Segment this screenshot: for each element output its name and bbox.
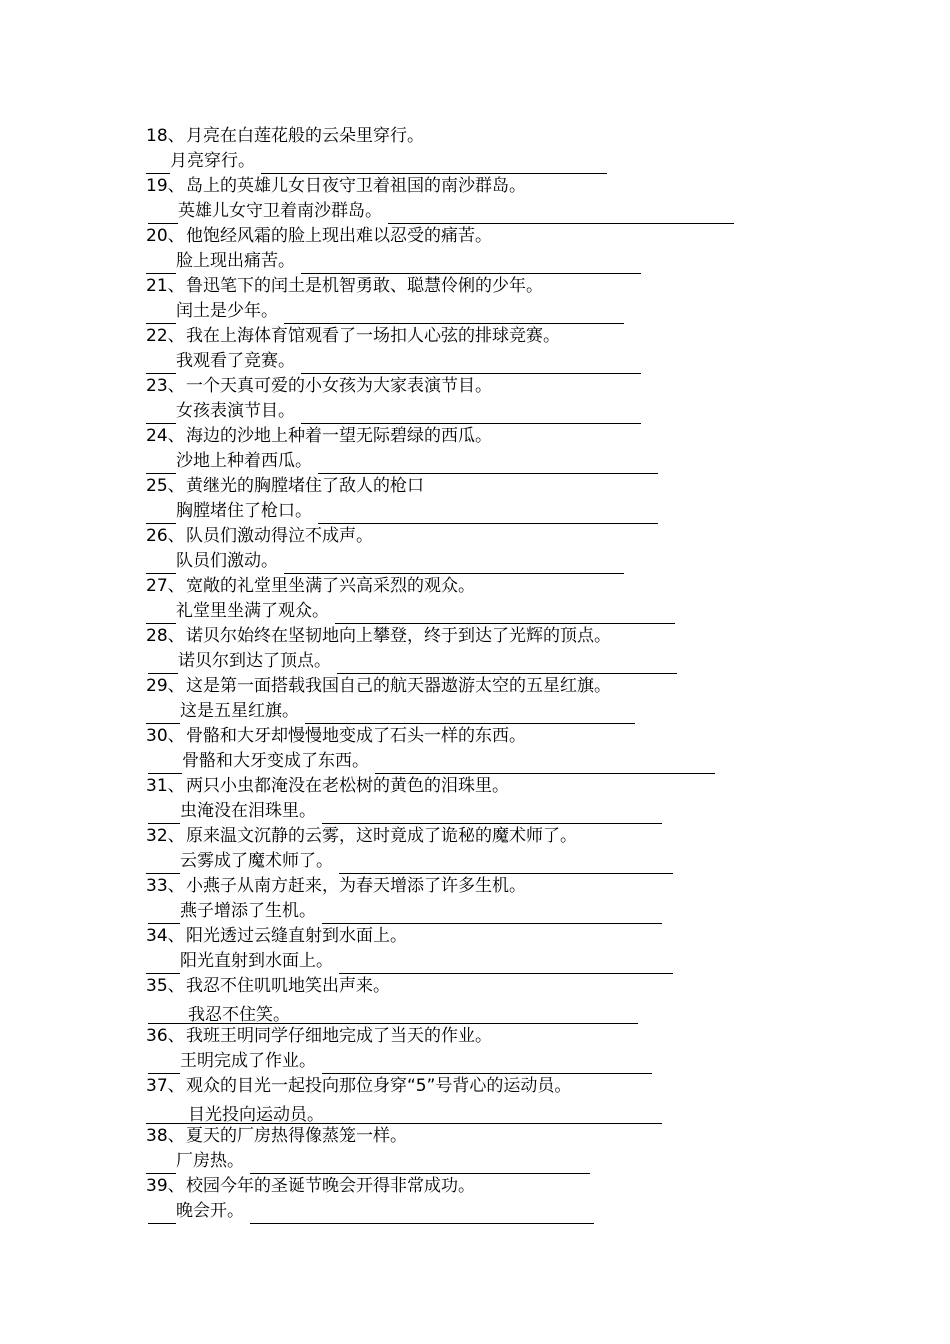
answer-row xyxy=(146,849,673,874)
sentence-text: 队员们激动得泣不成声。 xyxy=(186,526,373,546)
answer-row xyxy=(146,499,658,524)
skeleton-text: 脸上现出痛苦。 xyxy=(176,251,295,271)
answer-row xyxy=(146,249,641,274)
question-sentence xyxy=(146,774,509,799)
question-number: 22、 xyxy=(146,326,185,346)
question-number: 38、 xyxy=(146,1126,185,1146)
answer-row xyxy=(146,349,641,374)
question-sentence xyxy=(146,824,577,849)
question-number: 39、 xyxy=(146,1176,185,1196)
skeleton-text: 英雄儿女守卫着南沙群岛。 xyxy=(178,201,382,221)
fill-blank[interactable] xyxy=(146,255,176,274)
question-number: 30、 xyxy=(146,726,185,746)
answer-line[interactable] xyxy=(305,705,635,724)
answer-row xyxy=(146,549,624,574)
question-sentence xyxy=(146,1024,492,1049)
sentence-text: 一个天真可爱的小女孩为大家表演节目。 xyxy=(186,376,492,396)
question-sentence xyxy=(146,674,611,699)
answer-row xyxy=(146,449,658,474)
question-sentence xyxy=(146,1124,407,1149)
question-number: 18、 xyxy=(146,126,185,146)
answer-line[interactable] xyxy=(290,1005,638,1024)
sentence-text: 他饱经风霜的脸上现出难以忍受的痛苦。 xyxy=(186,226,492,246)
fill-blank[interactable] xyxy=(148,905,180,924)
skeleton-text: 月亮穿行。 xyxy=(170,151,255,171)
sentence-text: 海边的沙地上种着一望无际碧绿的西瓜。 xyxy=(186,426,492,446)
answer-row xyxy=(146,299,624,324)
question-number: 31、 xyxy=(146,776,185,796)
skeleton-text: 沙地上种着西瓜。 xyxy=(176,451,312,471)
skeleton-text: 厂房热。 xyxy=(176,1151,244,1171)
question-sentence xyxy=(146,924,407,949)
question-sentence xyxy=(146,374,492,399)
fill-blank[interactable] xyxy=(148,1055,180,1074)
skeleton-text: 我观看了竞赛。 xyxy=(176,351,295,371)
question-sentence xyxy=(146,474,424,499)
sentence-text: 原来温文沉静的云雾，这时竟成了诡秘的魔术师了。 xyxy=(186,826,577,846)
sentence-text: 这是第一面搭载我国自己的航天器遨游太空的五星红旗。 xyxy=(186,676,611,696)
answer-row xyxy=(146,749,715,774)
fill-blank[interactable] xyxy=(146,1155,176,1174)
fill-blank[interactable] xyxy=(146,855,180,874)
fill-blank[interactable] xyxy=(148,1205,176,1224)
question-sentence xyxy=(146,124,424,149)
fill-blank[interactable] xyxy=(146,305,176,324)
answer-row xyxy=(146,1099,662,1124)
answer-line[interactable] xyxy=(322,1055,652,1074)
answer-row xyxy=(146,899,662,924)
answer-line[interactable] xyxy=(301,355,641,374)
answer-row xyxy=(146,1199,594,1224)
answer-line[interactable] xyxy=(339,955,673,974)
question-sentence xyxy=(146,424,492,449)
sentence-text: 阳光透过云缝直射到水面上。 xyxy=(186,926,407,946)
sentence-text: 鲁迅笔下的闰土是机智勇敢、聪慧伶俐的少年。 xyxy=(186,276,543,296)
skeleton-text: 胸膛堵住了枪口。 xyxy=(176,501,312,521)
sentence-text: 宽敞的礼堂里坐满了兴高采烈的观众。 xyxy=(186,576,475,596)
question-number: 29、 xyxy=(146,676,185,696)
question-sentence xyxy=(146,224,492,249)
fill-blank[interactable] xyxy=(146,155,170,174)
question-sentence xyxy=(146,174,526,199)
fill-blank[interactable] xyxy=(146,505,176,524)
skeleton-text: 诺贝尔到达了顶点。 xyxy=(178,651,331,671)
question-number: 24、 xyxy=(146,426,185,446)
skeleton-text: 阳光直射到水面上。 xyxy=(180,951,333,971)
answer-row xyxy=(146,599,675,624)
answer-line[interactable] xyxy=(388,205,734,224)
skeleton-text: 女孩表演节目。 xyxy=(176,401,295,421)
question-sentence xyxy=(146,1174,475,1199)
fill-blank[interactable] xyxy=(146,1105,188,1124)
fill-blank[interactable] xyxy=(148,205,178,224)
sentence-text: 两只小虫都淹没在老松树的黄色的泪珠里。 xyxy=(186,776,509,796)
answer-line[interactable] xyxy=(301,255,641,274)
skeleton-text: 目光投向运动员。 xyxy=(188,1105,324,1125)
skeleton-text: 王明完成了作业。 xyxy=(180,1051,316,1071)
answer-line[interactable] xyxy=(335,605,675,624)
answer-row xyxy=(146,399,641,424)
skeleton-text: 晚会开。 xyxy=(176,1201,244,1221)
answer-line[interactable] xyxy=(324,1105,662,1124)
skeleton-text: 虫淹没在泪珠里。 xyxy=(180,801,316,821)
fill-blank[interactable] xyxy=(148,755,182,774)
question-number: 36、 xyxy=(146,1026,185,1046)
answer-line[interactable] xyxy=(318,505,658,524)
answer-row xyxy=(146,649,677,674)
question-number: 21、 xyxy=(146,276,185,296)
skeleton-text: 骨骼和大牙变成了东西。 xyxy=(182,751,369,771)
fill-blank[interactable] xyxy=(146,555,176,574)
question-number: 23、 xyxy=(146,376,185,396)
question-number: 26、 xyxy=(146,526,185,546)
question-number: 20、 xyxy=(146,226,185,246)
answer-line[interactable] xyxy=(284,305,624,324)
answer-line[interactable] xyxy=(301,405,641,424)
fill-blank[interactable] xyxy=(148,805,180,824)
question-sentence xyxy=(146,1074,571,1099)
answer-row xyxy=(146,799,662,824)
answer-line[interactable] xyxy=(339,855,673,874)
sentence-text: 月亮在白莲花般的云朵里穿行。 xyxy=(186,126,424,146)
sentence-text: 骨骼和大牙却慢慢地变成了石头一样的东西。 xyxy=(186,726,526,746)
skeleton-text: 云雾成了魔术师了。 xyxy=(180,851,333,871)
sentence-text: 观众的目光一起投向那位身穿“5”号背心的运动员。 xyxy=(186,1076,572,1096)
fill-blank[interactable] xyxy=(146,355,176,374)
answer-line[interactable] xyxy=(318,455,658,474)
question-number: 19、 xyxy=(146,176,185,196)
question-sentence xyxy=(146,524,373,549)
sentence-text: 我班王明同学仔细地完成了当天的作业。 xyxy=(186,1026,492,1046)
answer-line[interactable] xyxy=(284,555,624,574)
question-sentence xyxy=(146,274,543,299)
skeleton-text: 队员们激动。 xyxy=(176,551,278,571)
answer-line[interactable] xyxy=(322,905,662,924)
fill-blank[interactable] xyxy=(146,455,176,474)
sentence-text: 校园今年的圣诞节晚会开得非常成功。 xyxy=(186,1176,475,1196)
question-sentence xyxy=(146,974,390,999)
fill-blank[interactable] xyxy=(148,1005,188,1024)
answer-line[interactable] xyxy=(322,805,662,824)
fill-blank[interactable] xyxy=(148,655,178,674)
answer-line[interactable] xyxy=(250,1205,594,1224)
skeleton-text: 这是五星红旗。 xyxy=(180,701,299,721)
answer-row xyxy=(146,999,638,1024)
fill-blank[interactable] xyxy=(146,705,180,724)
answer-row xyxy=(146,949,673,974)
question-number: 27、 xyxy=(146,576,185,596)
question-number: 35、 xyxy=(146,976,185,996)
question-sentence xyxy=(146,724,526,749)
sentence-text: 岛上的英雄儿女日夜守卫着祖国的南沙群岛。 xyxy=(186,176,526,196)
sentence-text: 黄继光的胸膛堵住了敌人的枪口 xyxy=(186,476,424,496)
answer-line[interactable] xyxy=(337,655,677,674)
answer-row xyxy=(146,1149,590,1174)
sentence-text: 我忍不住叽叽地笑出声来。 xyxy=(186,976,390,996)
question-sentence xyxy=(146,624,611,649)
answer-row xyxy=(146,199,734,224)
question-sentence xyxy=(146,574,475,599)
fill-blank[interactable] xyxy=(146,605,176,624)
sentence-text: 夏天的厂房热得像蒸笼一样。 xyxy=(186,1126,407,1146)
skeleton-text: 燕子增添了生机。 xyxy=(180,901,316,921)
question-sentence xyxy=(146,874,526,899)
sentence-text: 诺贝尔始终在坚韧地向上攀登，终于到达了光辉的顶点。 xyxy=(186,626,611,646)
fill-blank[interactable] xyxy=(146,405,176,424)
question-number: 25、 xyxy=(146,476,185,496)
skeleton-text: 我忍不住笑。 xyxy=(188,1005,290,1025)
question-number: 28、 xyxy=(146,626,185,646)
answer-row xyxy=(146,699,635,724)
answer-line[interactable] xyxy=(375,755,715,774)
skeleton-text: 闰土是少年。 xyxy=(176,301,278,321)
question-number: 32、 xyxy=(146,826,185,846)
question-number: 33、 xyxy=(146,876,185,896)
answer-row xyxy=(146,1049,652,1074)
question-sentence xyxy=(146,324,560,349)
question-number: 37、 xyxy=(146,1076,185,1096)
answer-line[interactable] xyxy=(250,1155,590,1174)
fill-blank[interactable] xyxy=(146,955,180,974)
question-number: 34、 xyxy=(146,926,185,946)
answer-row xyxy=(146,149,607,174)
sentence-text: 我在上海体育馆观看了一场扣人心弦的排球竞赛。 xyxy=(186,326,560,346)
answer-line[interactable] xyxy=(261,155,607,174)
skeleton-text: 礼堂里坐满了观众。 xyxy=(176,601,329,621)
sentence-text: 小燕子从南方赶来，为春天增添了许多生机。 xyxy=(186,876,526,896)
